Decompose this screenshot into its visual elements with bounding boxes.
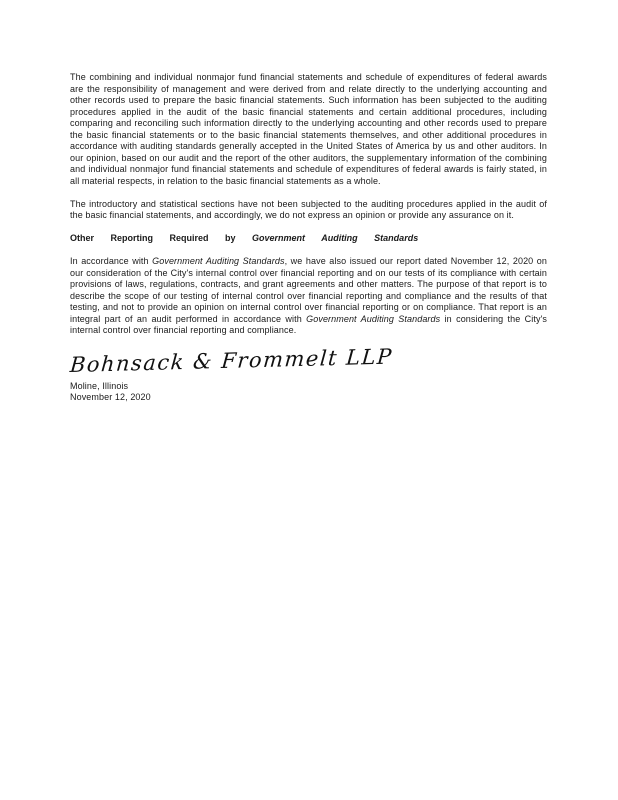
section-heading [70,233,547,245]
gas-title-inline: Government Auditing Standards [152,256,285,266]
section-heading-gas-title: Government Auditing Standards [252,233,419,243]
gas-paragraph-segment: , we have also issued our report dated November 12, 2020 on our consideration of the City's internal control over financial reporting and on our tests of its compliance with certain provisions of laws, regulations, contracts, and grant agreements and other matters. The purpose of that report is to describe the scope of our testing of internal control over financial reporting and compliance and the results of that testing, and not to provide an opinion on internal control over financial reporting or on compliance. That report is an integral part of an audit performed in accordance with [70,256,547,324]
signature-date: November 12, 2020 [70,392,151,402]
signature-city: Moline, Illinois [70,380,129,391]
gas-title-inline: Government Auditing Standards [306,313,441,324]
paragraph-introductory-statistical: The introductory and statistical sections have not been subjected to the auditing procedures applied in the audit of the basic financial statements, and accordingly, we do not express an opinion or provide any assurance on it. [70,198,547,220]
paragraph-gas-report [70,256,547,337]
gas-paragraph-segment: In accordance with [70,256,153,266]
section-heading-prefix: Other Reporting Required by [70,233,253,243]
report-body [70,72,547,404]
paragraph-supplementary-information: The combining and individual nonmajor fund financial statements and schedule of expenditures of federal awards are the responsibility of management and were derived from and relate directly to the underlying accounting and other records used to prepare the basic financial statements. Such information has been subjected to the auditing procedures applied in the audit of the basic financial statements and certain additional procedures, including comparing and reconciling such information directly to the underlying accounting and other records used to prepare the basic financial statements or to the basic financial statements themselves, and other additional procedures in accordance with auditing standards generally accepted in the United States of America by us and other auditors. In our opinion, based on our audit and the report of the other auditors, the supplementary information of the combining and individual nonmajor fund financial statements and schedule of expenditures of federal awards is fairly stated, in all material respects, in relation to the basic financial statements as a whole. [70,72,547,186]
firm-signature: Bohnsack & Frommelt LLP [69,344,394,377]
gas-paragraph-segment: in considering the City's internal control over financial reporting and compliance. [70,313,547,335]
